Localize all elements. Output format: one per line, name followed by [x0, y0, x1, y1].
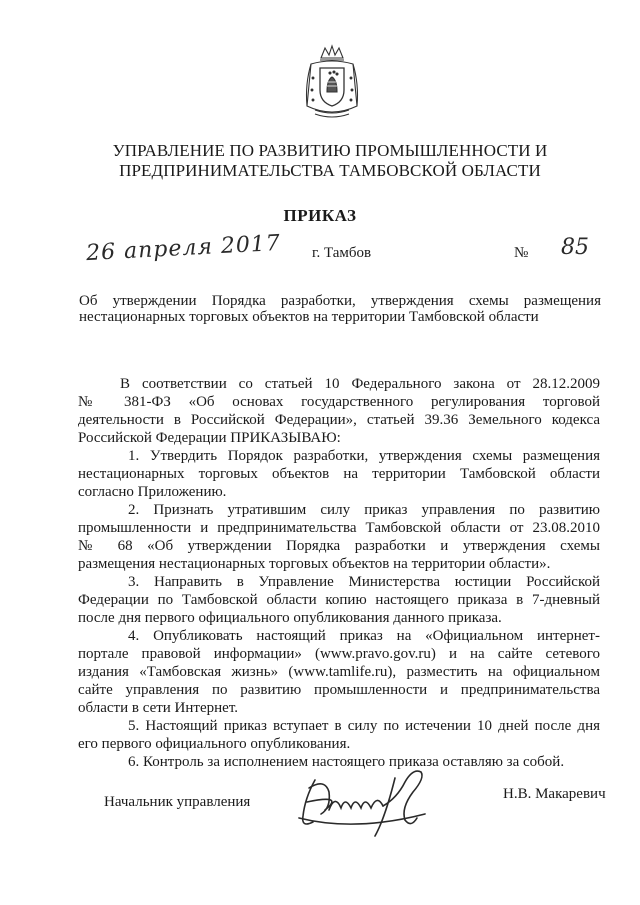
- handwritten-number: 85: [561, 235, 589, 260]
- body-line: 4. Опубликовать настоящий приказ на «Официальном интернет-: [128, 628, 600, 644]
- body-line: согласно Приложению.: [78, 484, 227, 500]
- organization-name-line1: УПРАВЛЕНИЕ ПО РАЗВИТИЮ ПРОМЫШЛЕННОСТИ И: [112, 141, 548, 160]
- body-line: после дня первого официального опубликования данного приказа.: [78, 610, 502, 626]
- city-label: г. Тамбов: [312, 245, 372, 261]
- body-line: 1. Утвердить Порядок разработки, утверждения схемы размещения: [128, 448, 600, 464]
- body-line: размещения нестационарных торговых объектов на территории области».: [78, 556, 551, 572]
- number-label: №: [514, 245, 529, 261]
- body-line: сайте управления по развитию промышленности и предпринимательства: [78, 682, 600, 698]
- body-line: промышленности и предпринимательства Тамбовской области от 23.08.2010: [78, 520, 600, 536]
- subject-line1: Об утверждении Порядка разработки, утверждения схемы размещения: [79, 293, 601, 309]
- body-line: 5. Настоящий приказ вступает в силу по истечении 10 дней после дня: [128, 718, 600, 734]
- handwritten-signature: [285, 758, 445, 838]
- body-line: 6. Контроль за исполнением настоящего приказа оставляю за собой.: [128, 754, 565, 770]
- coat-of-arms-icon: [301, 44, 363, 122]
- body-line: нестационарных торговых объектов на территории Тамбовской области: [78, 466, 600, 482]
- body-line: издания «Тамбовская жизнь» (www.tamlife.ru), разместить на официальном: [78, 664, 600, 680]
- body-line: его первого официального опубликования.: [78, 736, 351, 752]
- organization-name-line2: ПРЕДПРИНИМАТЕЛЬСТВА ТАМБОВСКОЙ ОБЛАСТИ: [119, 161, 541, 180]
- document-title: ПРИКАЗ: [283, 206, 357, 225]
- subject-line2: нестационарных торговых объектов на территории Тамбовской области: [79, 309, 539, 325]
- signatory-role: Начальник управления: [104, 794, 251, 810]
- body-line: № 381-ФЗ «Об основах государственного регулирования торговой: [78, 394, 600, 410]
- handwritten-date: 26 апреля 2017: [85, 230, 282, 267]
- signatory-name: Н.В. Макаревич: [503, 786, 606, 802]
- body-line: 3. Направить в Управление Министерства юстиции Российской: [128, 574, 600, 590]
- body-line: № 68 «Об утверждении Порядка разработки и утверждения схемы: [78, 538, 600, 554]
- body-line: Федерации по Тамбовской области копию настоящего приказа в 7-дневный: [78, 592, 600, 608]
- body-line: В соответствии со статьей 10 Федерального закона от 28.12.2009: [120, 376, 600, 392]
- body-line: деятельности в Российской Федерации», статьей 39.36 Земельного кодекса: [78, 412, 600, 428]
- body-line: портале правовой информации» (www.pravo.gov.ru) и на сайте сетевого: [78, 646, 600, 662]
- body-line: Российской Федерации ПРИКАЗЫВАЮ:: [78, 430, 341, 446]
- body-line: области в сети Интернет.: [78, 700, 238, 716]
- body-line: 2. Признать утратившим силу приказ управления по развитию: [128, 502, 600, 518]
